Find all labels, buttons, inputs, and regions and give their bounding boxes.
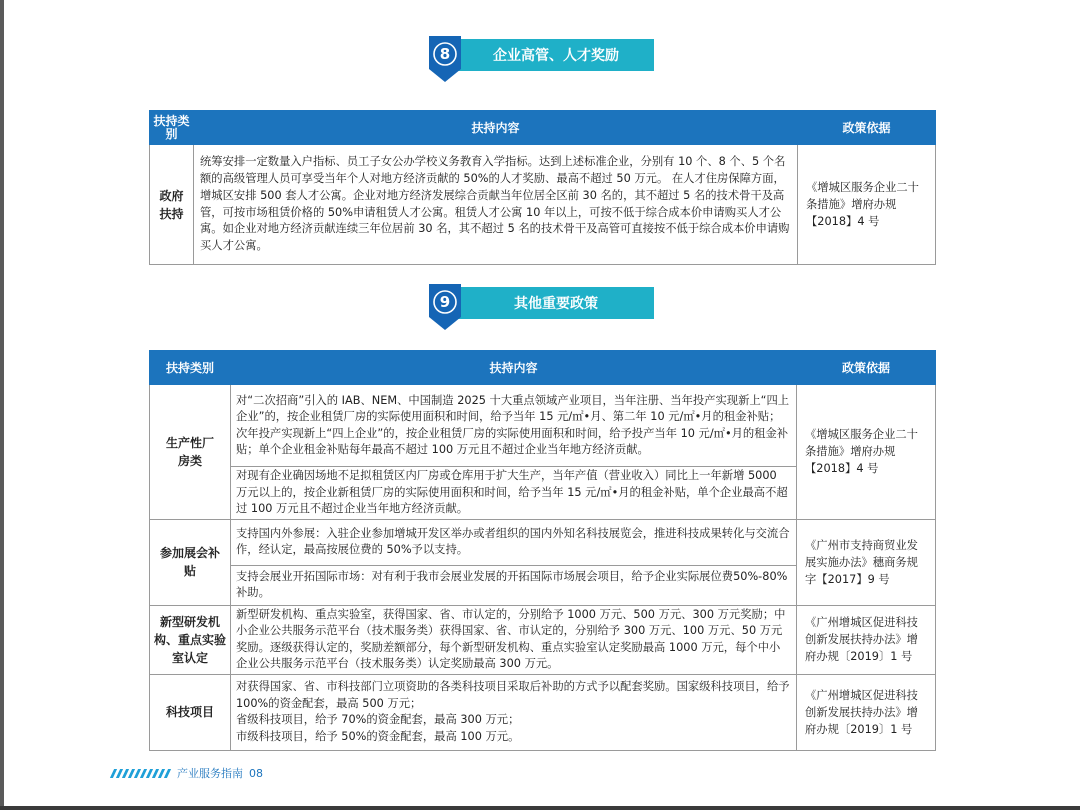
category-cell: 科技项目 xyxy=(150,674,231,750)
section-9-badge xyxy=(428,283,462,331)
table-row xyxy=(150,605,936,674)
basis-cell: 《广州市支持商贸业发展实施办法》穗商务规字【2017】9 号 xyxy=(797,519,936,605)
category-cell: 参加展会补贴 xyxy=(150,519,231,605)
basis-cell: 《增城区服务企业二十条措施》增府办规【2018】4 号 xyxy=(798,145,936,265)
col-header-category: 扶持类别 xyxy=(150,111,194,145)
table-header-row xyxy=(150,351,936,385)
table-header-row xyxy=(150,111,936,145)
section-8-header xyxy=(428,39,658,71)
section-9-number: 9 xyxy=(439,293,451,311)
content-cell: 新型研发机构、重点实验室，获得国家、省、市认定的，分别给予 1000 万元、500 万元、300 万元奖励；中小企业公共服务示范平台（技术服务类）获得国家、省、市认定的，分别给予 300 万元、100 万元、50 万元奖励。逐级获得认定的，奖励差额部分，每个新型研发机构、重点实验室认定奖励最高 1000 万元，每个中小企业公共服务示范平台（技术服务类）认定奖励最高 300 万元。 xyxy=(231,605,797,674)
content-cell: 支持国内外参展：入驻企业参加增城开发区举办或者组织的国内外知名科技展览会，推进科技成果转化与交流合作，经认定，最高按展位费的 50%予以支持。 xyxy=(231,519,797,565)
footer-title: 产业服务指南 xyxy=(177,767,243,780)
content-cell: 统筹安排一定数量入户指标、员工子女公办学校义务教育入学指标。达到上述标准企业，分别有 10 个、8 个、5 个名额的高级管理人员可享受当年个人对地方经济贡献的 50%的人才奖励、最高不超过 50 万元。 在人才住房保障方面，增城区安排 500 套人才公寓。企业对地方经济发展综合贡献当年位居全区前 30 名的，其不超过 5 名的技术骨干及高管，可按市场租赁价格的 50%申请租赁人才公寓。租赁人才公寓 10 年以上，可按不低于综合成本价申请购买人才公寓。如企业对地方经济贡献连续三年位居前 30 名，其不超过 5 名的技术骨干及高管可直接按不低于综合成本价申请购买人才公寓。 xyxy=(194,145,798,265)
talent-policy-table xyxy=(149,110,936,265)
page-left-edge xyxy=(0,0,4,810)
other-policy-table xyxy=(149,350,936,751)
basis-cell: 《广州增城区促进科技创新发展扶持办法》增府办规〔2019〕1 号 xyxy=(797,674,936,750)
basis-cell: 《增城区服务企业二十条措施》增府办规【2018】4 号 xyxy=(797,385,936,520)
content-cell: 对获得国家、省、市科技部门立项资助的各类科技项目采取后补助的方式予以配套奖励。国家级科技项目，给予 100%的资金配套，最高 500 万元； 省级科技项目，给予 70%的资金配套，最高 300 万元； 市级科技项目，给予 50%的资金配套，最高 100 万元。 xyxy=(231,674,797,750)
table-row xyxy=(150,145,936,265)
col-header-category: 扶持类别 xyxy=(150,351,231,385)
category-cell: 政府扶持 xyxy=(150,145,194,265)
col-header-content: 扶持内容 xyxy=(194,111,798,145)
section-8-title: 企业高管、人才奖励 xyxy=(458,39,654,71)
category-cell: 新型研发机构、重点实验室认定 xyxy=(150,605,231,674)
content-cell: 支持会展业开拓国际市场：对有利于我市会展业发展的开拓国际市场展会项目，给予企业实际展位费50%-80%补助。 xyxy=(231,565,797,605)
section-9-header xyxy=(428,287,658,319)
col-header-basis: 政策依据 xyxy=(797,351,936,385)
page-footer xyxy=(112,766,263,780)
table-row xyxy=(150,385,936,467)
basis-cell: 《广州增城区促进科技创新发展扶持办法》增府办规〔2019〕1 号 xyxy=(797,605,936,674)
table-row xyxy=(150,674,936,750)
footer-stripes-decoration xyxy=(112,769,169,778)
col-header-basis: 政策依据 xyxy=(798,111,936,145)
content-cell: 对“二次招商”引入的 IAB、NEM、中国制造 2025 十大重点领域产业项目，当年注册、当年投产实现新上“四上企业”的，按企业租赁厂房的实际使用面积和时间，给予当年 15 元/㎡•月、第二年 10 元/㎡•月的租金补贴；次年投产实现新上“四上企业”的，按企业租赁厂房的实际使用面积和时间，给予投产当年 10 元/㎡•月的租金补贴；单个企业租金补贴每年最高不超过 100 万元且不超过企业当年地方经济贡献。 xyxy=(231,385,797,467)
table-row xyxy=(150,519,936,565)
col-header-content: 扶持内容 xyxy=(231,351,797,385)
page-number: 08 xyxy=(249,766,263,780)
section-9-title: 其他重要政策 xyxy=(458,287,654,319)
category-cell: 生产性厂房类 xyxy=(150,385,231,520)
section-8-number: 8 xyxy=(439,45,451,63)
content-cell: 对现有企业确因场地不足拟租赁区内厂房或仓库用于扩大生产，当年产值（营业收入）同比上一年新增 5000 万元以上的，按企业新租赁厂房的实际使用面积和时间，给予当年 15 元/㎡•月的租金补贴，单个企业最高不超过 100 万元且不超过企业当年地方经济贡献。 xyxy=(231,467,797,520)
page-bottom-edge xyxy=(0,806,1080,810)
section-8-badge xyxy=(428,35,462,83)
